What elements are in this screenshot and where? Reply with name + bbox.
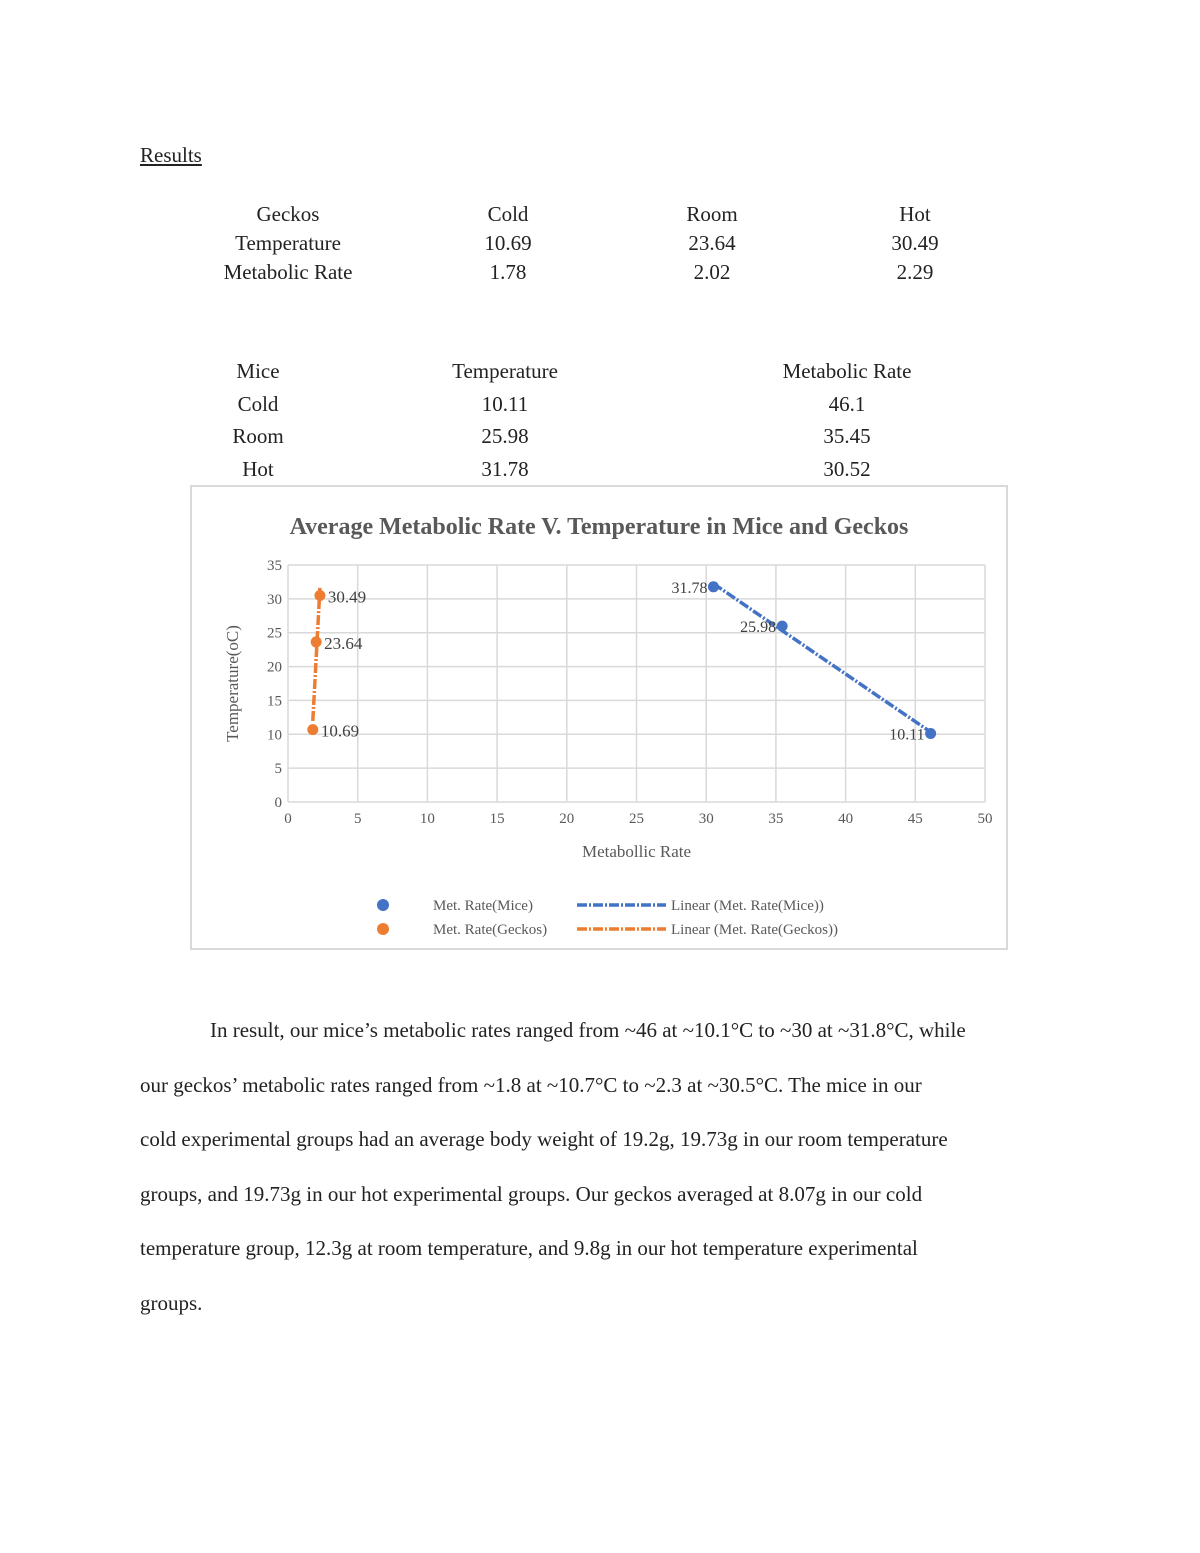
paragraph-line: groups.: [140, 1290, 203, 1315]
y-tick-label: 0: [274, 795, 282, 811]
table-row-label: Cold: [237, 392, 279, 416]
y-tick-label: 10: [267, 727, 282, 744]
legend-marker: [377, 899, 389, 911]
table-header-cell: Geckos: [256, 202, 320, 226]
paragraph-line: groups, and 19.73g in our hot experimental groups. Our geckos averaged at 8.07g in our cold: [140, 1181, 923, 1206]
legend-label: Linear (Met. Rate(Geckos)): [671, 922, 839, 938]
y-tick-label: 5: [274, 761, 282, 778]
results-paragraph: [140, 1003, 1065, 1330]
table-cell: 2.29: [896, 260, 934, 284]
x-tick-label: 40: [838, 811, 854, 827]
legend-marker: [377, 923, 389, 935]
y-tick-label: 35: [267, 558, 282, 574]
paragraph-line: our geckos’ metabolic rates ranged from ~1.8 at ~10.7°C to ~2.3 at ~30.5°C. The mice in our: [140, 1072, 922, 1097]
x-tick-label: 30: [698, 811, 714, 827]
scatter-chart: [192, 487, 1006, 948]
data-point: [708, 581, 719, 592]
x-tick-label: 50: [977, 811, 993, 827]
x-tick-label: 5: [353, 811, 362, 827]
data-point: [307, 724, 318, 735]
x-tick-label: 0: [284, 811, 292, 827]
table-header-cell: Mice: [236, 359, 280, 383]
data-label: 30.49: [327, 587, 367, 607]
x-tick-label: 25: [629, 811, 644, 827]
table-cell: 1.78: [489, 260, 527, 284]
x-tick-label: 10: [419, 811, 435, 827]
data-label: 10.69: [320, 721, 360, 741]
table-cell: 30.52: [823, 457, 871, 481]
data-label: 25.98: [740, 619, 777, 637]
trendline: [713, 584, 930, 732]
y-tick-label: 15: [267, 693, 282, 710]
legend-label: Met. Rate(Geckos): [433, 922, 548, 938]
table-cell: 10.11: [481, 392, 529, 416]
table-cell: 10.69: [484, 231, 532, 255]
table-row-label: Hot: [242, 457, 274, 481]
x-tick-label: 35: [768, 811, 784, 827]
data-label: 23.64: [324, 633, 363, 653]
legend-label: Met. Rate(Mice): [433, 898, 533, 914]
table-row-label: Temperature: [235, 231, 341, 255]
y-tick-label: 20: [267, 659, 282, 676]
table-header-cell: Temperature: [452, 359, 558, 383]
table-cell: 46.1: [828, 392, 866, 416]
paragraph-line: temperature group, 12.3g at room temperature, and 9.8g in our hot temperature experimental: [140, 1236, 918, 1260]
data-label: 10.11: [889, 726, 925, 744]
x-tick-label: 20: [559, 811, 575, 827]
paragraph-line: In result, our mice’s metabolic rates ranged from ~46 at ~10.1°C to ~30 at ~31.8°C, while: [210, 1018, 966, 1042]
table-cell: 25.98: [481, 424, 529, 448]
table-cell: 2.02: [693, 260, 731, 284]
data-point: [925, 728, 936, 739]
chart-container: [190, 485, 1008, 950]
table-cell: 30.49: [891, 231, 939, 255]
data-point: [311, 636, 322, 647]
x-tick-label: 45: [907, 811, 923, 827]
table-row-label: Metabolic Rate: [223, 260, 353, 284]
data-label: 31.78: [671, 579, 708, 597]
y-tick-label: 25: [267, 625, 282, 642]
paragraph-line: cold experimental groups had an average body weight of 19.2g, 19.73g in our room temperature: [140, 1127, 948, 1151]
table-cell: 23.64: [688, 231, 736, 255]
table-row-label: Room: [232, 424, 284, 448]
section-heading: Results: [140, 143, 202, 167]
y-tick-label: 30: [267, 591, 282, 608]
table-header-cell: Metabolic Rate: [782, 359, 912, 383]
legend-label: Linear (Met. Rate(Mice)): [671, 898, 824, 914]
table-cell: 35.45: [823, 424, 871, 448]
x-tick-label: 15: [489, 811, 505, 827]
table-cell: 31.78: [481, 457, 529, 481]
table-header-cell: Room: [686, 202, 738, 226]
table-header-cell: Hot: [899, 202, 931, 226]
table-header-cell: Cold: [487, 202, 529, 226]
data-point: [777, 621, 788, 632]
x-axis-label: Metabollic Rate: [581, 842, 692, 861]
data-point: [314, 590, 325, 601]
y-axis-label: Temperature(oC): [223, 625, 242, 742]
chart-title: Average Metabolic Rate V. Temperature in Mice and Geckos: [289, 514, 909, 540]
